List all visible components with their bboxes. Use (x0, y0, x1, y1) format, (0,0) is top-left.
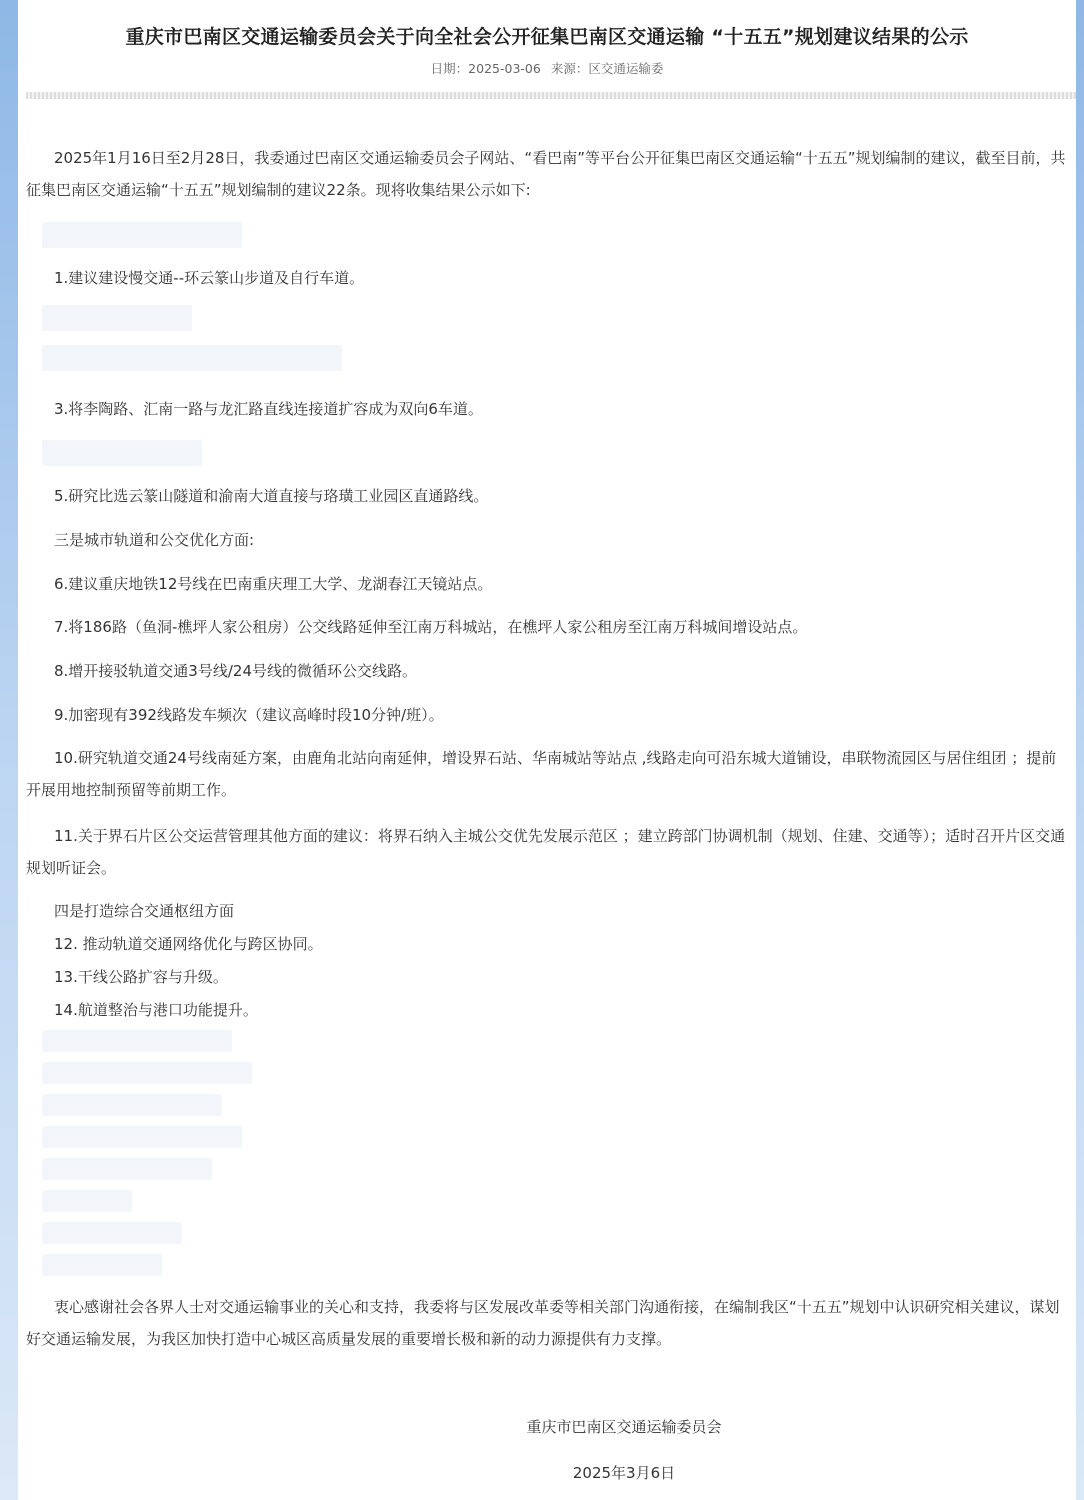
obscured-text-block (42, 1030, 232, 1052)
item-11: 11.关于界石片区公交运营管理其他方面的建议：将界石纳入主城公交优先发展示范区 ；建立跨部门协调机制（规划、住建、交通等）；适时召开片区交通规划听证会。 (26, 827, 1066, 877)
item-8: 8.增开接驳轨道交通3号线/24号线的微循环公交线路。 (54, 662, 417, 680)
article-meta (18, 59, 1076, 77)
obscured-text-block (42, 305, 192, 331)
title-divider (26, 92, 1076, 99)
obscured-text-block (42, 1158, 212, 1180)
publish-source: 来源：区交通运输委 (550, 61, 664, 76)
obscured-text-block (42, 1222, 182, 1244)
article-title: 重庆市巴南区交通运输委员会关于向全社会公开征集巴南区交通运输 “十五五”规划建议结果的公示 (125, 26, 969, 48)
item-14: 14.航道整治与港口功能提升。 (54, 1001, 258, 1019)
item-13: 13.干线公路扩容与升级。 (54, 968, 228, 986)
closing-paragraph: 衷心感谢社会各界人士对交通运输事业的关心和支持，我委将与区发展改革委等相关部门沟通衔接，在编制我区“十五五”规划中认识研究相关建议，谋划好交通运输发展，为我区加快打造中心城区高质量发展的重要增长极和新的动力源提供有力支撑。 (26, 1298, 1060, 1348)
page-background-left (0, 0, 18, 1500)
page-background-right (1076, 0, 1084, 1500)
obscured-text-block (42, 345, 342, 371)
obscured-text-block (42, 1062, 252, 1084)
intro-paragraph: 2025年1月16日至2月28日，我委通过巴南区交通运输委员会子网站、“看巴南”等平台公开征集巴南区交通运输“十五五”规划编制的建议，截至目前，共征集巴南区交通运输“十五五”规划编制的建议22条。现将收集结果公示如下: (26, 149, 1066, 199)
obscured-text-block (42, 440, 202, 466)
obscured-text-block (42, 1190, 132, 1212)
item-5: 5.研究比选云篆山隧道和渝南大道直接与珞璜工业园区直通路线。 (54, 487, 489, 505)
signature-date: 2025年3月6日 (572, 1464, 676, 1482)
publish-date: 日期：2025-03-06 (430, 61, 541, 76)
article-panel (18, 0, 1076, 1500)
item-1: 1.建议建设慢交通--环云篆山步道及自行车道。 (54, 269, 365, 287)
obscured-text-block (42, 222, 242, 248)
section-heading-4: 四是打造综合交通枢纽方面 (54, 902, 235, 920)
obscured-text-block (42, 1126, 242, 1148)
item-7: 7.将186路（鱼洞-樵坪人家公租房）公交线路延伸至江南万科城站，在樵坪人家公租房至江南万科城间增设站点。 (54, 618, 808, 636)
item-3: 3.将李陶路、汇南一路与龙汇路直线连接道扩容成为双向6车道。 (54, 400, 483, 418)
obscured-text-block (42, 1254, 162, 1276)
item-10: 10.研究轨道交通24号线南延方案，由鹿角北站向南延伸，增设界石站、华南城站等站点 ,线路走向可沿东城大道铺设，串联物流园区与居住组团 ；提前开展用地控制预留等前期工作。 (26, 749, 1057, 799)
signature-org: 重庆市巴南区交通运输委员会 (526, 1418, 722, 1436)
item-9: 9.加密现有392线路发车频次（建议高峰时段10分钟/班）。 (54, 706, 444, 724)
obscured-text-block (42, 1094, 222, 1116)
item-12: 12. 推动轨道交通网络优化与跨区协同。 (54, 935, 323, 953)
item-6: 6.建议重庆地铁12号线在巴南重庆理工大学、龙湖春江天镜站点。 (54, 575, 493, 593)
section-heading-3: 三是城市轨道和公交优化方面: (54, 531, 255, 549)
